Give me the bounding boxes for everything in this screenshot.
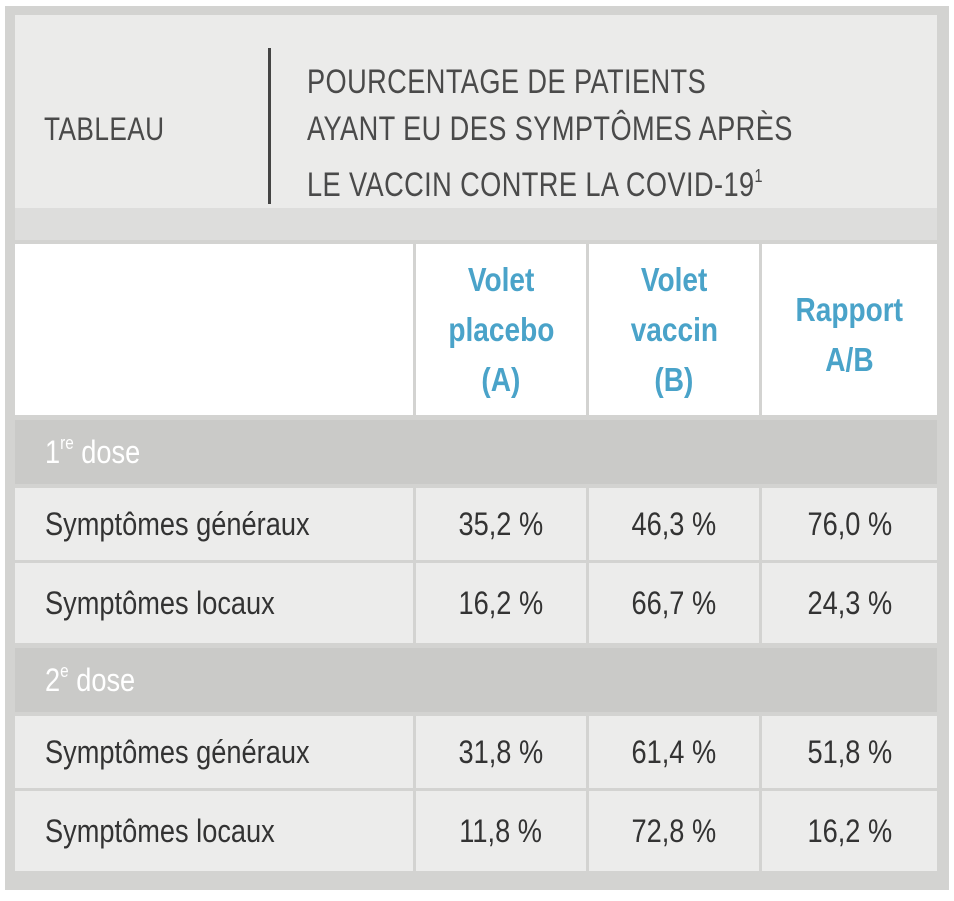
header-stripe — [15, 208, 937, 240]
section-text: dose — [68, 662, 136, 698]
title-line-1: POURCENTAGE DE PATIENTS — [307, 63, 707, 101]
table-label: TABLEAU — [44, 111, 165, 147]
row-label-text: Symptômes généraux — [45, 505, 310, 542]
title-line-3-text: LE VACCIN CONTRE LA COVID-19 — [307, 166, 755, 204]
row-label — [15, 563, 413, 643]
column-header-line: vaccin — [630, 310, 718, 348]
column-header-line: Rapport — [795, 290, 904, 328]
header-divider — [268, 48, 271, 204]
section-header-dose-1 — [15, 420, 937, 484]
cell-placebo — [416, 791, 586, 871]
cell-vaccine — [589, 716, 759, 788]
section-ordinal: re — [60, 433, 74, 453]
column-header-placebo — [416, 244, 586, 415]
column-header-line: (B) — [654, 360, 694, 398]
column-header-line: Volet — [640, 260, 708, 298]
cell-vaccine — [589, 791, 759, 871]
cell-ratio — [762, 563, 937, 643]
cell-placebo — [416, 488, 586, 560]
cell-placebo — [416, 563, 586, 643]
cell-ratio — [762, 791, 937, 871]
cell-value: 31,8 % — [458, 733, 544, 770]
section-number: 1 — [45, 434, 61, 470]
table-title — [307, 59, 793, 209]
title-line-3 — [307, 153, 793, 209]
cell-value: 72,8 % — [631, 812, 717, 849]
cell-vaccine — [589, 488, 759, 560]
title-line-2: AYANT EU DES SYMPTÔMES APRÈS — [307, 110, 793, 148]
table-header — [15, 15, 937, 208]
cell-value: 51,8 % — [807, 733, 892, 770]
section-text: dose — [73, 434, 141, 470]
row-label — [15, 716, 413, 788]
section-label — [45, 433, 140, 471]
section-number: 2 — [45, 662, 61, 698]
cell-value: 11,8 % — [459, 812, 543, 849]
section-header-dose-2 — [15, 648, 937, 712]
row-label-text: Symptômes généraux — [45, 733, 310, 770]
cell-vaccine — [589, 563, 759, 643]
column-header-line: A/B — [825, 340, 874, 378]
cell-value: 24,3 % — [807, 584, 892, 621]
row-label — [15, 488, 413, 560]
title-footnote-ref: 1 — [754, 166, 763, 186]
column-header-vaccine — [589, 244, 759, 415]
column-header-line: placebo — [447, 310, 554, 348]
row-label-text: Symptômes locaux — [45, 812, 275, 849]
cell-value: 16,2 % — [458, 584, 544, 621]
section-label — [45, 661, 135, 699]
column-header-line: (A) — [481, 360, 521, 398]
cell-value: 61,4 % — [631, 733, 717, 770]
column-header-line: Volet — [467, 260, 535, 298]
cell-value: 35,2 % — [458, 505, 544, 542]
cell-ratio — [762, 716, 937, 788]
cell-value: 46,3 % — [631, 505, 717, 542]
row-label — [15, 791, 413, 871]
column-header-ratio — [762, 244, 937, 415]
section-ordinal: e — [60, 661, 69, 681]
row-label-text: Symptômes locaux — [45, 584, 275, 621]
cell-value: 76,0 % — [807, 505, 892, 542]
cell-placebo — [416, 716, 586, 788]
corner-cell — [15, 244, 413, 415]
cell-value: 66,7 % — [631, 584, 717, 621]
cell-ratio — [762, 488, 937, 560]
cell-value: 16,2 % — [807, 812, 892, 849]
